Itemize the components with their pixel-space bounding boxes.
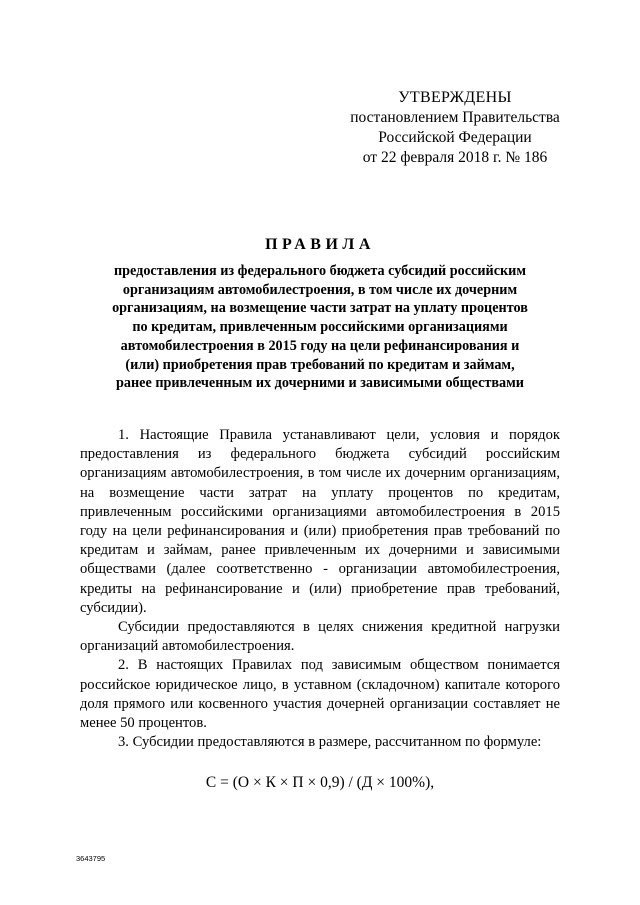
approval-line-3: от 22 февраля 2018 г. № 186 [362, 149, 548, 166]
approval-block [330, 88, 580, 168]
formula: С = (О × К × П × 0,9) / (Д × 100%), [205, 774, 435, 791]
approval-line-2: Российской Федерации [378, 129, 532, 146]
approval-heading: УТВЕРЖДЕНЫ [398, 89, 512, 106]
document-body [80, 426, 560, 752]
approval-line-1: постановлением Правительства [350, 109, 560, 126]
document-title: ПРАВИЛА [265, 236, 375, 253]
document-code: 3643795 [76, 854, 106, 863]
document-subtitle: предоставления из федерального бюджета субсидий российским организациям автомобилестроения, в том числе их дочерним организациям, на возмещение части затрат на уплату процентов по кредитам, привлеченным российскими организациями автомобилестроения в 2015 году на цели рефинансирования и (или) приобретения прав требований по кредитам и займам, ранее привлеченным их дочерними и зависимыми обществами [112, 263, 528, 392]
paragraph-1: 1. Настоящие Правила устанавливают цели, условия и порядок предоставления из федерального бюджета субсидий российским организациям автомобилестроения, в том числе их дочерним организациям, на возмещение части затрат на уплату процентов по кредитам, привлеченным российскими организациями автомобилестроения в 2015 году на цели рефинансирования и (или) приобретения прав требований по кредитам и займам, ранее привлеченным их дочерними и зависимыми обществами (далее соответственно - организации автомобилестроения, кредиты на рефинансирование и (или) приобретение прав требований, субсидии). [80, 427, 560, 616]
paragraph-2: Субсидии предоставляются в целях снижения кредитной нагрузки организаций автомобилестроения. [80, 619, 560, 655]
paragraph-4: 3. Субсидии предоставляются в размере, рассчитанном по формуле: [118, 734, 542, 751]
paragraph-3: 2. В настоящих Правилах под зависимым обществом понимается российское юридическое лицо, в уставном (складочном) капитале которого доля прямого или косвенного участия дочерней организации составляет не менее 50 процентов. [80, 657, 560, 732]
